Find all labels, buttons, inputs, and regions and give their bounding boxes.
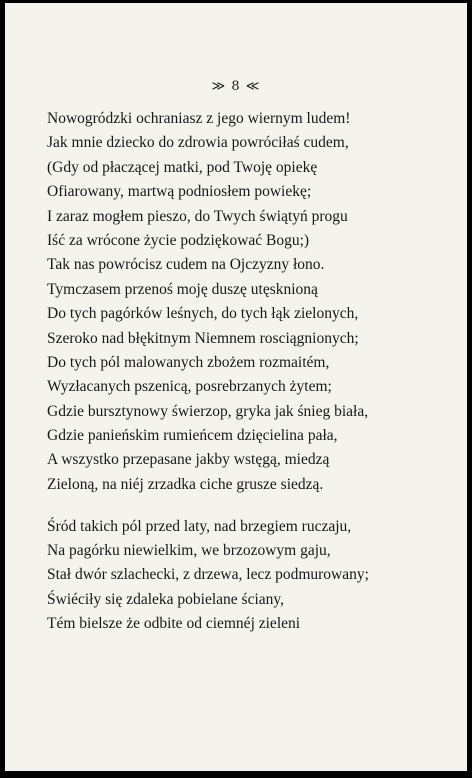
verse-line: Szeroko nad błękitnym Niemnem rosciągnionych; xyxy=(47,329,359,347)
verse-line: Tymczasem przenoś moję duszę utęsknioną xyxy=(47,280,318,298)
verse-line: (Gdy od płaczącej matki, pod Twoję opiekę xyxy=(47,158,318,176)
verse-line: Gdzie bursztynowy świerzop, gryka jak śnieg biała, xyxy=(47,402,369,420)
ornament-right: ≪ xyxy=(245,79,261,94)
verse-line: Iść za wrócone życie podziękować Bogu;) xyxy=(47,231,310,249)
verse-line: Nowogródzki ochraniasz z jego wiernym ludem! xyxy=(47,110,351,127)
verse-line: Do tych pól malowanych zbożem rozmaitém, xyxy=(47,353,330,371)
ornament-left: ≫ xyxy=(211,79,227,94)
verse-line: Do tych pagórków leśnych, do tych łąk zielonych, xyxy=(47,305,359,323)
verse-line: Śród takich pól przed laty, nad brzegiem ruczaju, xyxy=(47,518,352,535)
verse-line: I zaraz mogłem pieszo, do Twych świątyń progu xyxy=(47,207,348,225)
book-page xyxy=(5,3,467,771)
verse-line: Gdzie panieńskim rumieńcem dzięcielina pała, xyxy=(47,427,338,445)
verse-line: Świéciły się zdaleka pobielane ściany, xyxy=(47,590,285,608)
verse-line: Tém bielsze że odbite od ciemnéj zieleni xyxy=(47,614,301,632)
verse-line: Wyzłacanych pszenicą, posrebrzanych żytem; xyxy=(47,378,332,396)
page-number: 8 xyxy=(231,79,241,94)
stanza-2 xyxy=(47,515,407,636)
verse-line: Jak mnie dziecko do zdrowia powróciłaś cudem, xyxy=(47,134,349,152)
verse-line: A wszystko przepasane jakby wstęgą, miedzą xyxy=(47,451,330,469)
verse-line: Ofiarowany, martwą podniosłem powiekę; xyxy=(47,183,312,201)
verse-line: Zieloną, na niéj zrzadka ciche grusze siedzą. xyxy=(47,475,324,493)
verse-line: Na pagórku niewielkim, we brzozowym gaju, xyxy=(47,542,331,560)
verse-line: Tak nas powrócisz cudem na Ojczyzny łono. xyxy=(47,256,325,274)
stanza-1 xyxy=(47,107,407,497)
verse-line: Stał dwór szlachecki, z drzewa, lecz podmurowany; xyxy=(47,566,369,584)
page-number-header xyxy=(5,79,467,94)
